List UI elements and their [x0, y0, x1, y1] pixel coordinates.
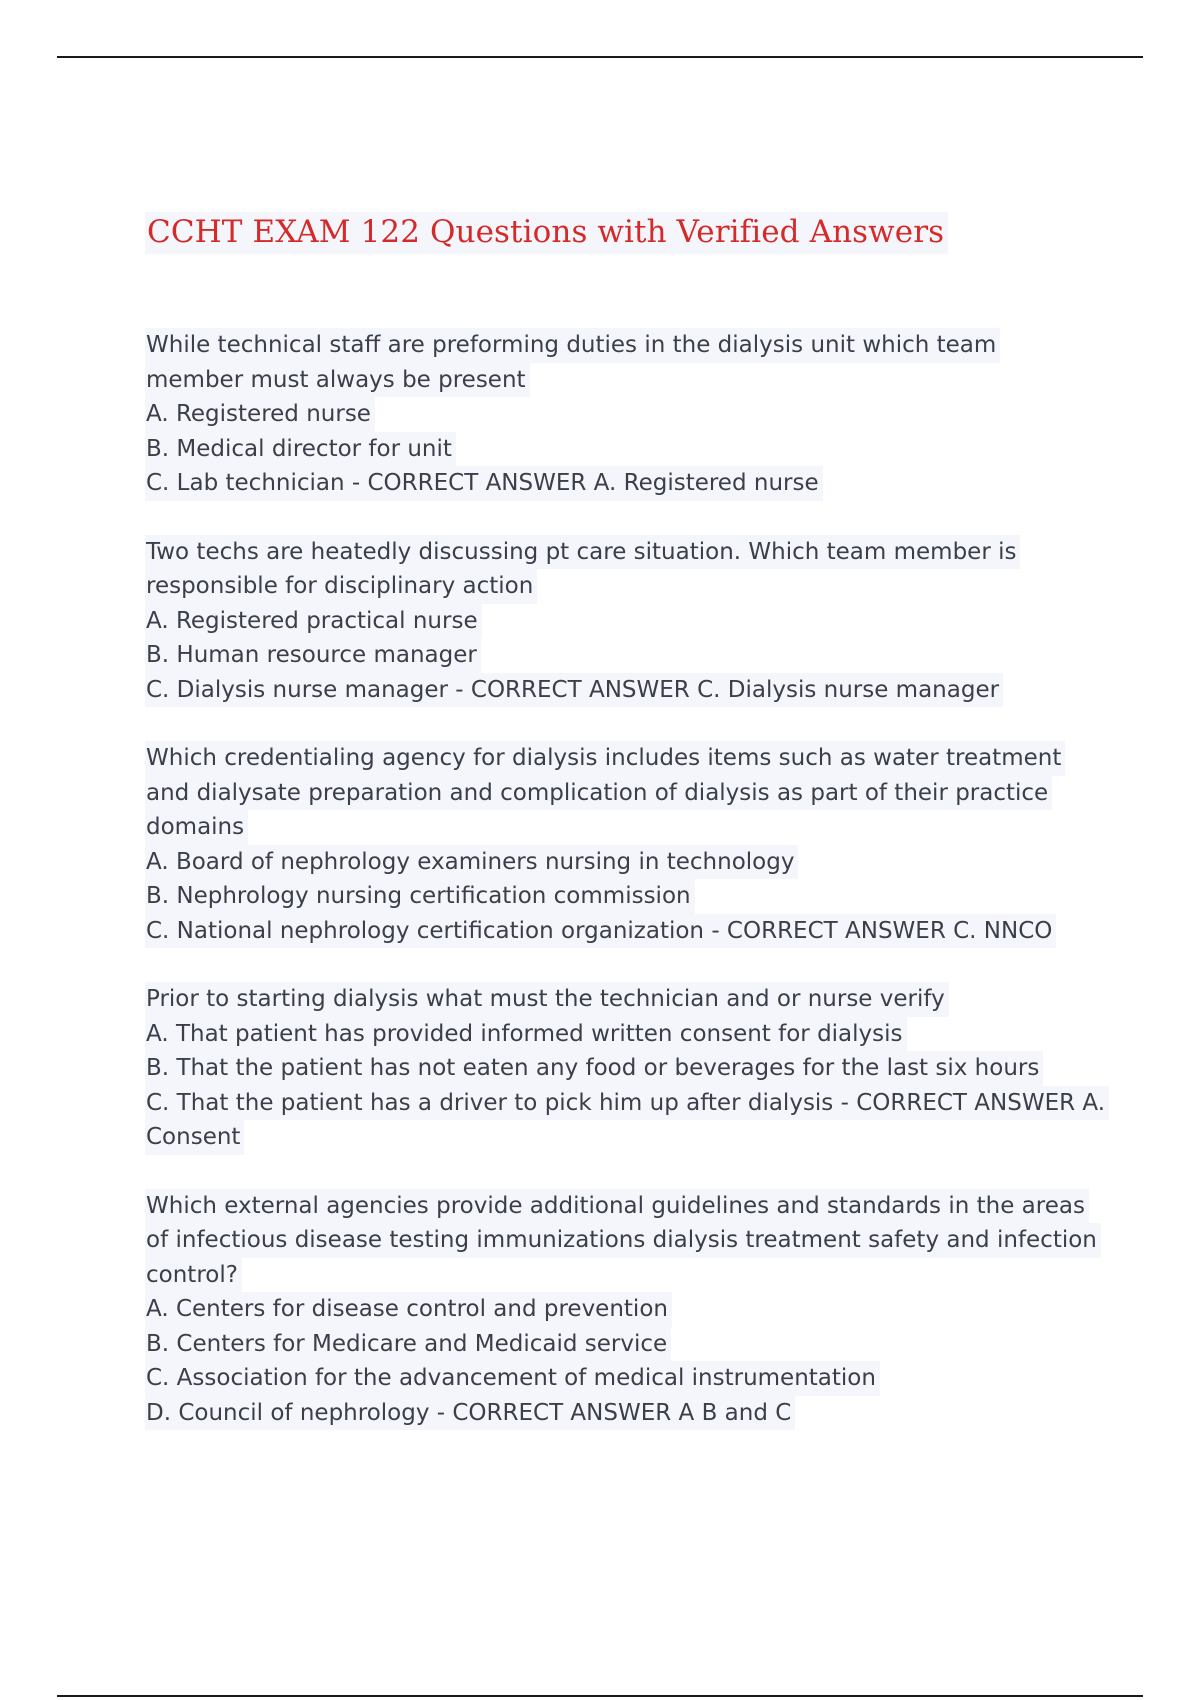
- answer-option: B. Nephrology nursing certification commission: [145, 879, 695, 914]
- question-list: [145, 328, 1105, 1464]
- question-text: control?: [145, 1258, 242, 1293]
- question-text: While technical staff are preforming duties in the dialysis unit which team: [145, 328, 1000, 363]
- answer-option-with-correct-answer: C. Lab technician - CORRECT ANSWER A. Registered nurse: [145, 466, 823, 501]
- question-text: Which credentialing agency for dialysis includes items such as water treatment: [145, 741, 1065, 776]
- answer-option: A. Board of nephrology examiners nursing in technology: [145, 845, 798, 880]
- answer-option: C. Association for the advancement of medical instrumentation: [145, 1361, 880, 1396]
- question-text: Which external agencies provide additional guidelines and standards in the areas: [145, 1189, 1089, 1224]
- question-block: [145, 982, 1105, 1155]
- correct-answer-continuation: Consent: [145, 1120, 244, 1155]
- answer-option: B. Human resource manager: [145, 638, 481, 673]
- question-block: [145, 328, 1105, 501]
- answer-option: A. That patient has provided informed written consent for dialysis: [145, 1017, 907, 1052]
- answer-option: B. That the patient has not eaten any food or beverages for the last six hours: [145, 1051, 1043, 1086]
- answer-option-with-correct-answer: C. National nephrology certification organization - CORRECT ANSWER C. NNCO: [145, 914, 1056, 949]
- answer-option-with-correct-answer: C. Dialysis nurse manager - CORRECT ANSWER C. Dialysis nurse manager: [145, 673, 1003, 708]
- document-title: CCHT EXAM 122 Questions with Verified Answers: [145, 212, 948, 254]
- header-rule: [57, 56, 1143, 58]
- answer-option: B. Medical director for unit: [145, 432, 456, 467]
- question-text: Two techs are heatedly discussing pt care situation. Which team member is: [145, 535, 1020, 570]
- answer-option-with-correct-answer: D. Council of nephrology - CORRECT ANSWER A B and C: [145, 1396, 795, 1431]
- answer-option: A. Registered practical nurse: [145, 604, 482, 639]
- question-text: responsible for disciplinary action: [145, 569, 537, 604]
- question-block: [145, 1189, 1105, 1431]
- answer-option: B. Centers for Medicare and Medicaid service: [145, 1327, 671, 1362]
- answer-option: A. Registered nurse: [145, 397, 375, 432]
- footer-rule: [57, 1695, 1143, 1697]
- answer-option-with-correct-answer: C. That the patient has a driver to pick him up after dialysis - CORRECT ANSWER A.: [145, 1086, 1109, 1121]
- question-text: and dialysate preparation and complication of dialysis as part of their practice: [145, 776, 1052, 811]
- question-block: [145, 535, 1105, 708]
- question-block: [145, 741, 1105, 948]
- question-text: domains: [145, 810, 248, 845]
- question-text: member must always be present: [145, 363, 530, 398]
- answer-option: A. Centers for disease control and prevention: [145, 1292, 672, 1327]
- question-text: Prior to starting dialysis what must the technician and or nurse verify: [145, 982, 949, 1017]
- question-text: of infectious disease testing immunizations dialysis treatment safety and infection: [145, 1223, 1101, 1258]
